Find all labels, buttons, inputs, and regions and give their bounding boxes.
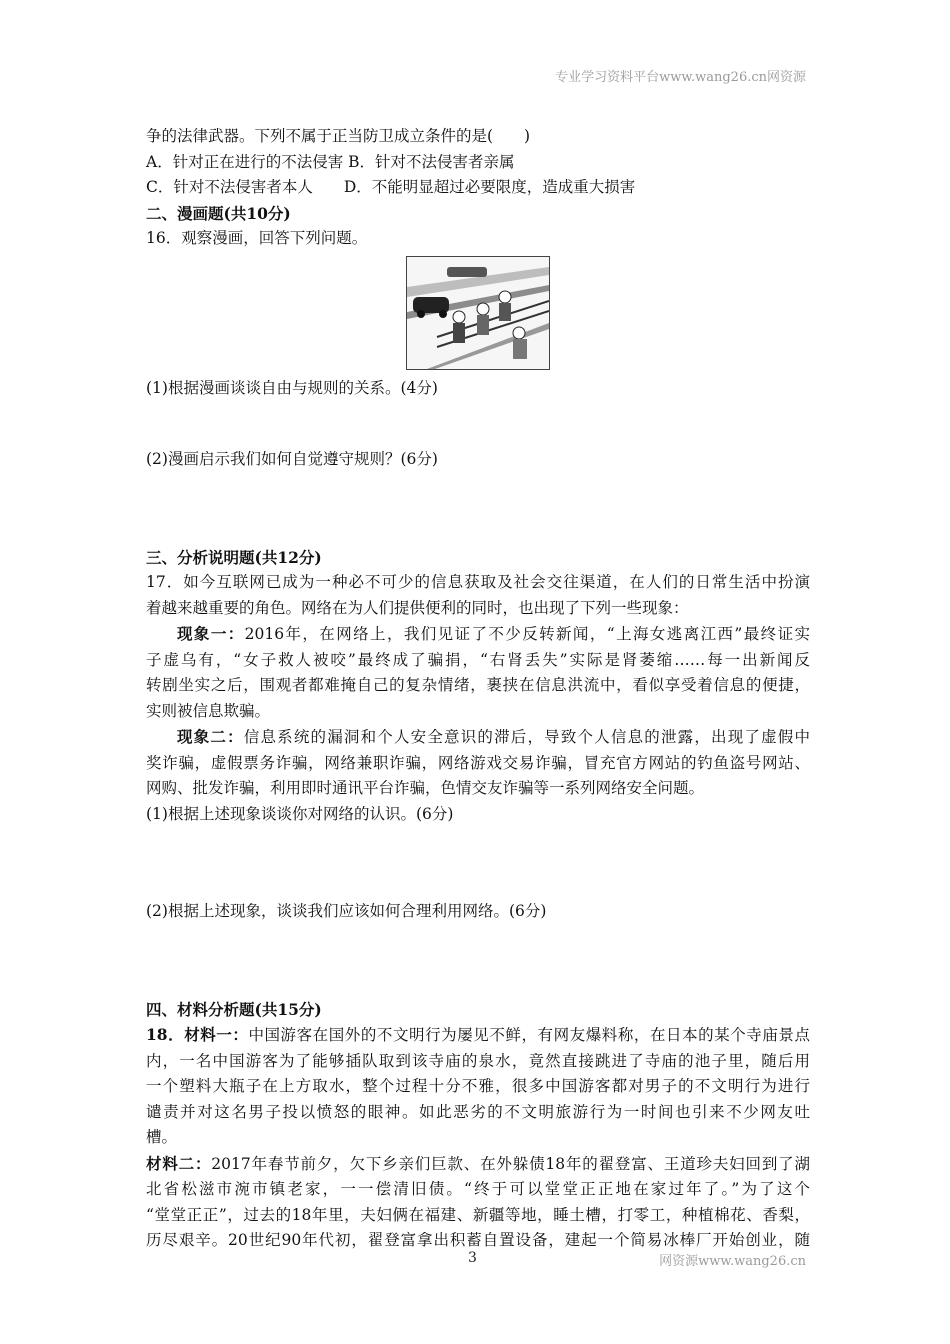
material-1-line-4: 谴责并对这名男子投以愤怒的眼神。如此恶劣的不文明旅游行为一时间也引来不少网友吐 — [146, 1102, 810, 1121]
material-2-line-4: 历尽艰辛。20世纪90年代初，翟登富拿出积蓄自置设备，建起一个简易冰棒厂开始创业，随 — [146, 1231, 810, 1249]
q15-options-ab: A．针对正在进行的不法侵害 B．针对不法侵害者亲属 — [146, 152, 515, 171]
footer-source-note: 网资源www.wang26.cn — [659, 1254, 806, 1269]
phenomenon-2-line-3: 网购、批发诈骗，利用即时通讯平台诈骗，色情交友诈骗等一系列网络安全问题。 — [146, 779, 705, 797]
q17-stem-line-2: 着越来越重要的角色。网络在为人们提供便利的同时，也出现了下列一些现象： — [146, 598, 689, 617]
material-1-line-5: 槽。 — [146, 1128, 178, 1146]
cartoon-image — [406, 256, 550, 370]
material-2-line-3: “堂堂正正”，过去的18年里，夫妇俩在福建、新疆等地，睡土槽，打零工，种植棉花、香梨， — [146, 1205, 810, 1224]
material-1-line-3: 一个塑料大瓶子在上方取水，整个过程十分不雅，很多中国游客都对男子的不文明行为进行 — [146, 1077, 810, 1095]
phenomenon-1-label: 现象一： — [177, 624, 245, 643]
material-1-label: 18．材料一： — [146, 1025, 249, 1044]
material-2-line-1: 材料二：2017年春节前夕，欠下乡亲们巨款、在外躲债18年的翟登富、王道珍夫妇回到了湖 — [146, 1153, 810, 1173]
material-1-line-1: 18．材料一：中国游客在国外的不文明行为屡见不鲜，有网友爆料称，在日本的某个寺庙景点 — [146, 1025, 810, 1044]
q15-stem: 争的法律武器。下列不属于正当防卫成立条件的是( ) — [146, 127, 531, 145]
section-3-title: 三、分析说明题(共12分) — [146, 547, 322, 567]
phenomenon-2-label: 现象二： — [177, 727, 244, 746]
q17-part-1: (1)根据上述现象谈谈你对网络的认识。(6分) — [146, 804, 454, 823]
phenomenon-1-line-1: 现象一：2016年，在网络上，我们见证了不少反转新闻，“上海女逃离江西”最终证实 — [177, 624, 810, 643]
material-2-line-2: 北省松滋市涴市镇老家，一一偿清旧债。“终于可以堂堂正正地在家过年了。”为了这个 — [146, 1180, 810, 1198]
header-source-note: 专业学习资料平台www.wang26.cn网资源 — [555, 70, 806, 85]
phenomenon-1-line-2: 子虚乌有，“女子救人被咬”最终成了骗捐，“右肾丢失”实际是肾萎缩……每一出新闻反 — [146, 650, 810, 669]
q17-stem-line-1: 17．如今互联网已成为一种必不可少的信息获取及社会交往渠道，在人们的日常生活中扮演 — [146, 573, 810, 591]
q16-stem: 16．观察漫画，回答下列问题。 — [146, 229, 368, 247]
material-2-label: 材料二： — [146, 1153, 212, 1173]
section-2-title: 二、漫画题(共10分) — [146, 203, 291, 223]
q17-part-2: (2)根据上述现象，谈谈我们应该如何合理利用网络。(6分) — [146, 902, 547, 920]
q15-options-cd: C．针对不法侵害者本人 D．不能明显超过必要限度，造成重大损害 — [146, 178, 636, 196]
phenomenon-1-line-3: 转剧坐实之后，围观者都难掩自己的复杂情绪，裹挟在信息洪流中，看似享受着信息的便捷， — [146, 676, 810, 694]
section-4-title: 四、材料分析题(共15分) — [146, 999, 322, 1019]
q16-part-2: (2)漫画启示我们如何自觉遵守规则？(6分) — [146, 450, 438, 468]
phenomenon-2-line-1: 现象二：信息系统的漏洞和个人安全意识的滞后，导致个人信息的泄露，出现了虚假中 — [177, 727, 810, 746]
exam-content — [146, 124, 810, 1254]
q16-part-1: (1)根据漫画谈谈自由与规则的关系。(4分) — [146, 378, 438, 397]
cartoon-container — [146, 256, 810, 370]
phenomenon-1-line-4: 实则被信息欺骗。 — [146, 701, 271, 720]
phenomenon-2-line-2: 奖诈骗，虚假票务诈骗，网络兼职诈骗，网络游戏交易诈骗，冒充官方网站的钓鱼盗号网站、 — [146, 753, 810, 772]
page-number: 3 — [468, 1250, 477, 1266]
material-1-line-2: 内，一名中国游客为了能够插队取到该寺庙的泉水，竟然直接跳进了寺庙的池子里，随后用 — [146, 1051, 810, 1070]
